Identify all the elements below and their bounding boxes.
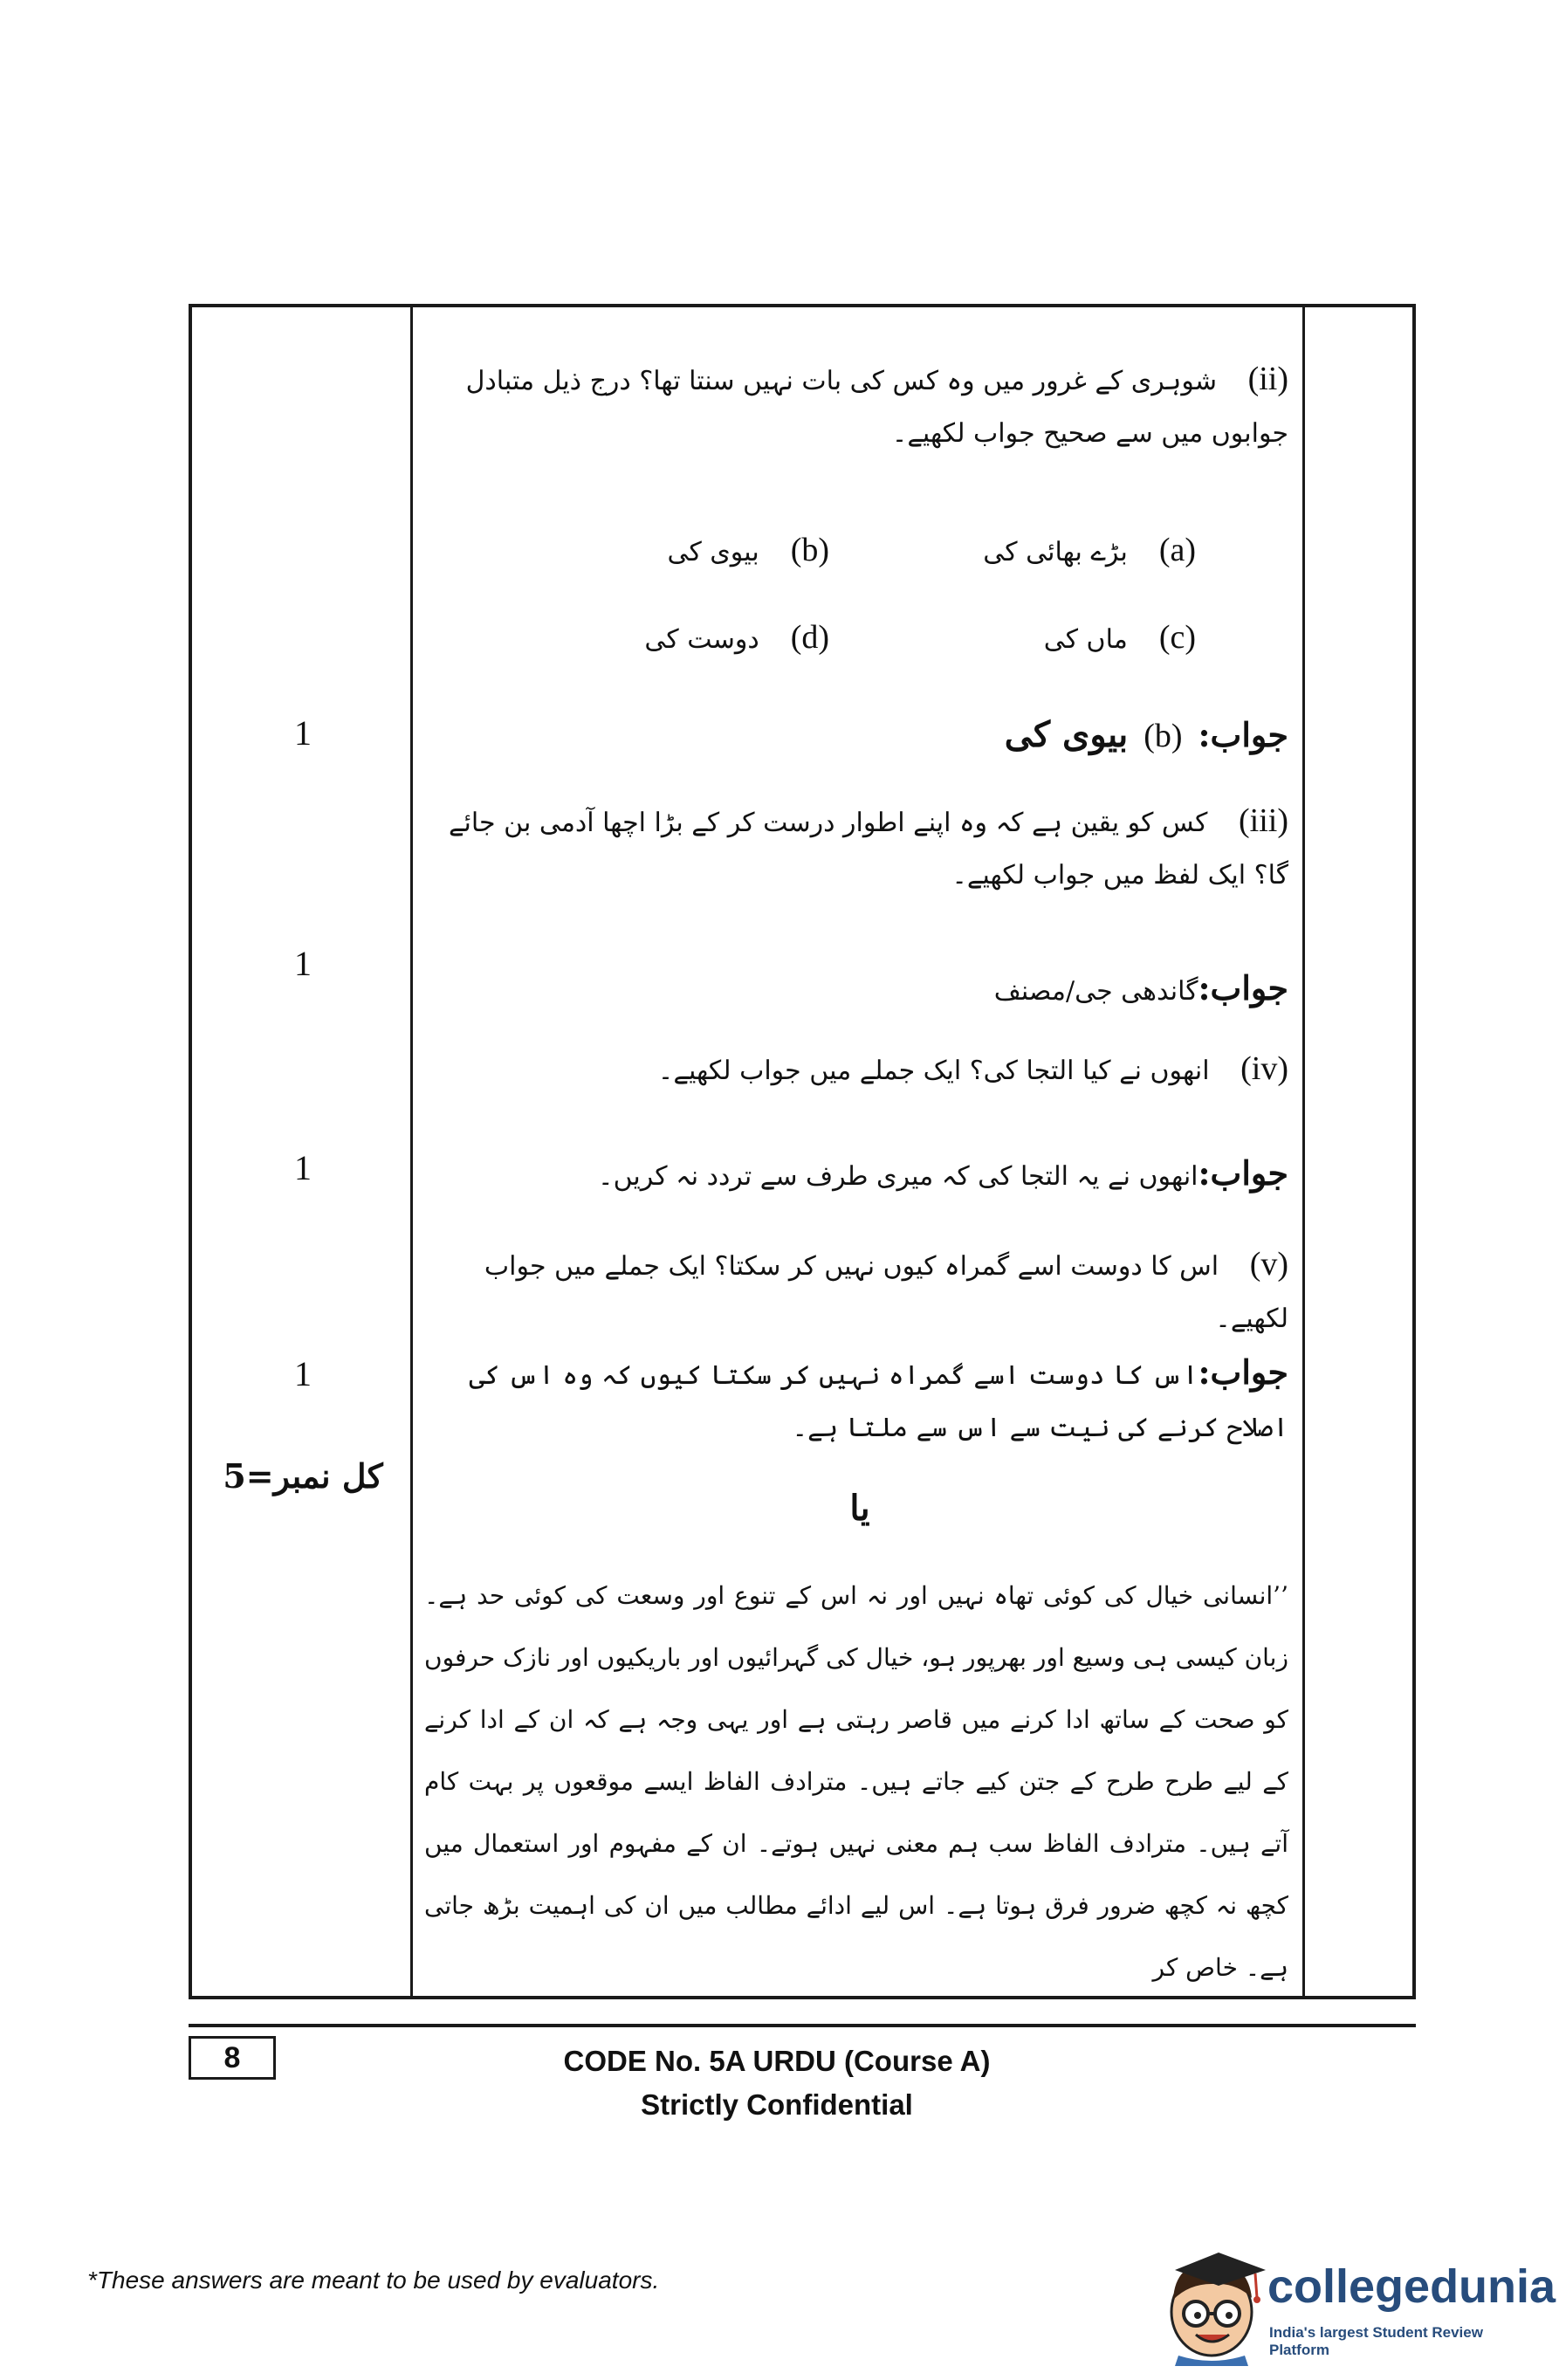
answer-ii: جواب:(b)بیوی کی	[1004, 714, 1288, 755]
question-text: انھوں نے کیا التجا کی؟ ایک جملے میں جواب لکھیے۔	[657, 1056, 1210, 1086]
answer-table	[189, 304, 1416, 1999]
question-text: اس کا دوست اسے گمراہ کیوں نہیں کر سکتا؟ ایک جملے میں جواب لکھیے۔	[484, 1251, 1288, 1334]
logo-tagline: India's largest Student Review Platform	[1269, 2324, 1483, 2358]
or-divider: یا	[849, 1488, 870, 1529]
answer-label: جواب:	[1198, 1153, 1288, 1193]
question-number: (ii)	[1247, 361, 1288, 397]
confidential-line: Strictly Confidential	[641, 2088, 913, 2121]
total-marks: کل نمبر=5	[223, 1456, 383, 1496]
code-line: CODE No. 5A URDU (Course A)	[563, 2045, 991, 2077]
collegedunia-logo	[1157, 2244, 1556, 2366]
question-text: کس کو یقین ہے کہ وہ اپنے اطوار درست کر کے بڑا اچھا آدمی بن جائے گا؟ ایک لفظ میں جواب لکھیے۔	[448, 808, 1288, 891]
passage-text: ’’انسانی خیال کی کوئی تھاہ نہیں اور نہ اس کے تنوع اور وسعت کی کوئی حد ہے۔ زبان کیسی ہی وسیع اور بھرپور ہو، خیال کی گہرائیوں اور باریکیوں اور نازک حرفوں کو صحت کے ساتھ ادا کرنے میں قاصر رہتی ہے اور یہی وجہ ہے کہ ان کے ادا کرنے کے لیے طرح طرح کے جتن کیے جاتے ہیں۔ مترادف الفاظ ایسے موقعوں پر بہت کام آتے ہیں۔ مترادف الفاظ سب ہم معنی نہیں ہوتے۔ ان کے مفہوم اور استعمال میں کچھ نہ کچھ ضرور فرق ہوتا ہے۔ اس لیے ادائے مطالب میں ان کی اہمیت بڑھ جاتی ہے۔ خاص کر	[424, 1581, 1289, 1982]
mascot-icon	[1157, 2244, 1271, 2366]
mark-iv: 1	[294, 1148, 312, 1187]
answer-label: جواب:	[1198, 715, 1288, 754]
mark-ii: 1	[294, 713, 312, 753]
option-a: (a)بڑے بھائی کی	[983, 532, 1196, 568]
question-ii	[424, 353, 1288, 460]
question-number: (iv)	[1240, 1050, 1288, 1087]
page-number: 8	[189, 2036, 276, 2080]
question-iv	[424, 1042, 1288, 1097]
question-v	[424, 1238, 1288, 1345]
mark-v: 1	[294, 1354, 312, 1393]
option-d: (d)دوست کی	[644, 619, 829, 656]
option-b: (b)بیوی کی	[667, 532, 829, 568]
answer-iv: جواب:انھوں نے یہ التجا کی کہ میری طرف سے تردد نہ کریں۔	[597, 1153, 1288, 1193]
question-iii	[424, 794, 1288, 902]
column-divider-right	[1302, 307, 1305, 1996]
question-text: شوہری کے غرور میں وہ کس کی بات نہیں سنتا تھا؟ درج ذیل متبادل جوابوں میں سے صحیح جواب لکھیے۔	[465, 366, 1288, 449]
logo-wordmark: collegedunia	[1267, 2260, 1556, 2313]
answer-label: جواب:	[1198, 1352, 1288, 1392]
disclaimer-text: *These answers are meant to be used by evaluators.	[87, 2267, 660, 2294]
footer-rule	[189, 2024, 1416, 2027]
mark-iii: 1	[294, 944, 312, 983]
question-number: (v)	[1249, 1246, 1288, 1283]
option-c: (c)ماں کی	[1043, 619, 1196, 656]
marks-column	[192, 307, 414, 1996]
answer-label: جواب:	[1198, 968, 1288, 1008]
answers-column	[419, 307, 1301, 1996]
question-number: (iii)	[1239, 802, 1288, 839]
answer-v: جواب:اس کا دوست اسے گمراہ نہیں کر سکتا کیوں کہ وہ اس کی اصلاح کرنے کی نیت سے اس سے ملتا ہے۔	[469, 1352, 1288, 1443]
answer-iii: جواب:گاندھی جی/مصنف	[993, 968, 1288, 1008]
